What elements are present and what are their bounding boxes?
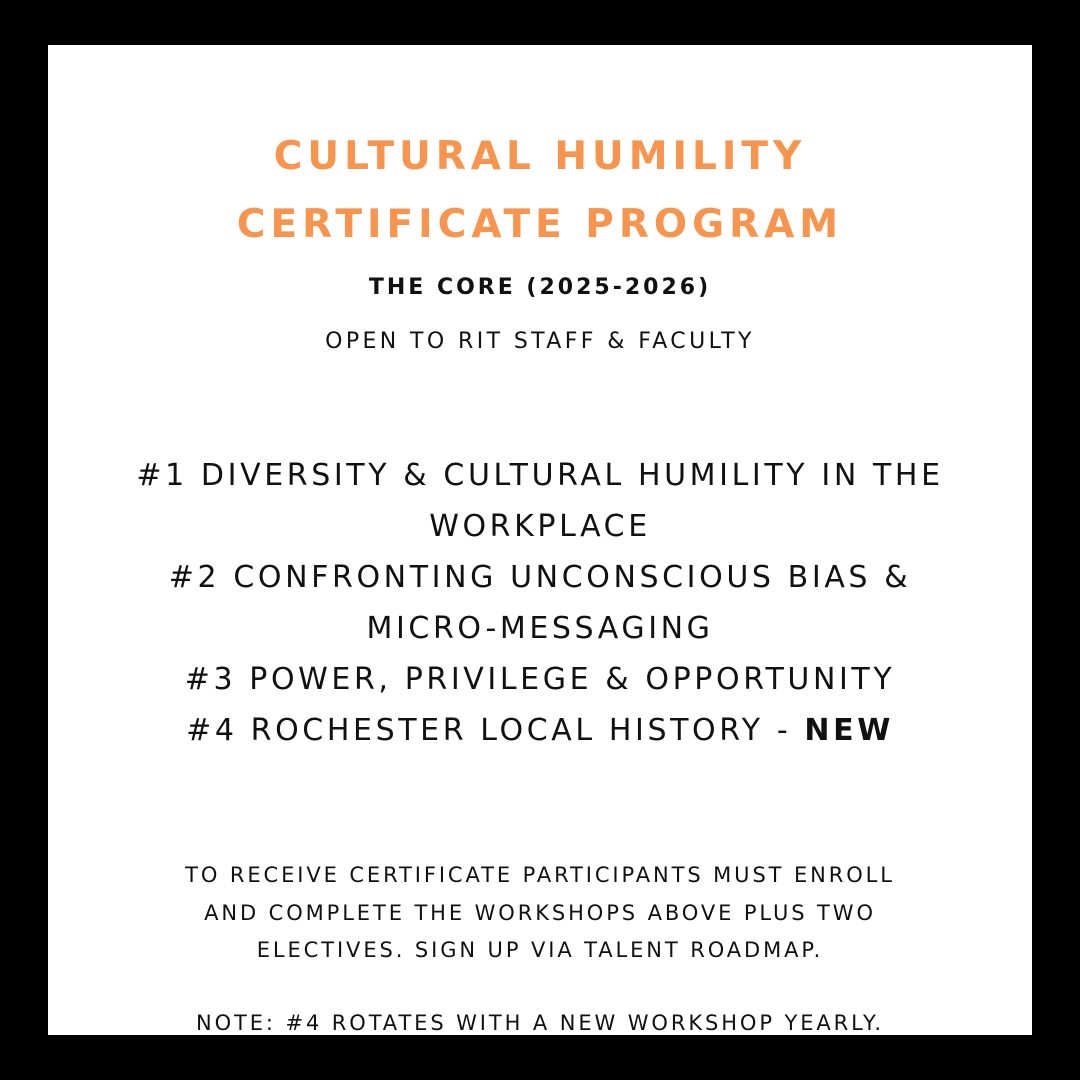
requirement-line-1: TO RECEIVE CERTIFICATE PARTICIPANTS MUST ENROLL bbox=[185, 863, 895, 887]
requirement-line-2: AND COMPLETE THE WORKSHOPS ABOVE PLUS TWO bbox=[204, 900, 876, 925]
new-badge: NEW bbox=[804, 713, 894, 748]
audience-text: OPEN TO RIT STAFF & FACULTY bbox=[325, 329, 755, 354]
workshop-1-line-1: #1 DIVERSITY & CULTURAL HUMILITY IN THE bbox=[136, 458, 944, 493]
workshop-4-label: #4 ROCHESTER LOCAL HISTORY - bbox=[186, 713, 805, 748]
requirement-text bbox=[108, 857, 972, 970]
flyer-card bbox=[48, 45, 1032, 1035]
workshop-2-line-1: #2 CONFRONTING UNCONSCIOUS BIAS & bbox=[168, 560, 912, 595]
workshop-1-line-2: WORKPLACE bbox=[429, 509, 651, 544]
workshop-list bbox=[88, 450, 992, 756]
workshop-3: #3 POWER, PRIVILEGE & OPPORTUNITY bbox=[184, 662, 896, 697]
rotation-note: NOTE: #4 ROTATES WITH A NEW WORKSHOP YEARLY. bbox=[195, 1011, 885, 1035]
workshop-4 bbox=[88, 705, 992, 756]
program-subtitle: THE CORE (2025-2026) bbox=[368, 275, 712, 300]
program-title bbox=[48, 123, 1032, 259]
program-title-line-1: CULTURAL HUMILITY bbox=[273, 134, 807, 179]
workshop-2-line-2: MICRO-MESSAGING bbox=[366, 611, 714, 646]
program-title-line-2: CERTIFICATE PROGRAM bbox=[236, 202, 844, 247]
requirement-line-3: ELECTIVES. SIGN UP VIA TALENT ROADMAP. bbox=[256, 938, 824, 962]
